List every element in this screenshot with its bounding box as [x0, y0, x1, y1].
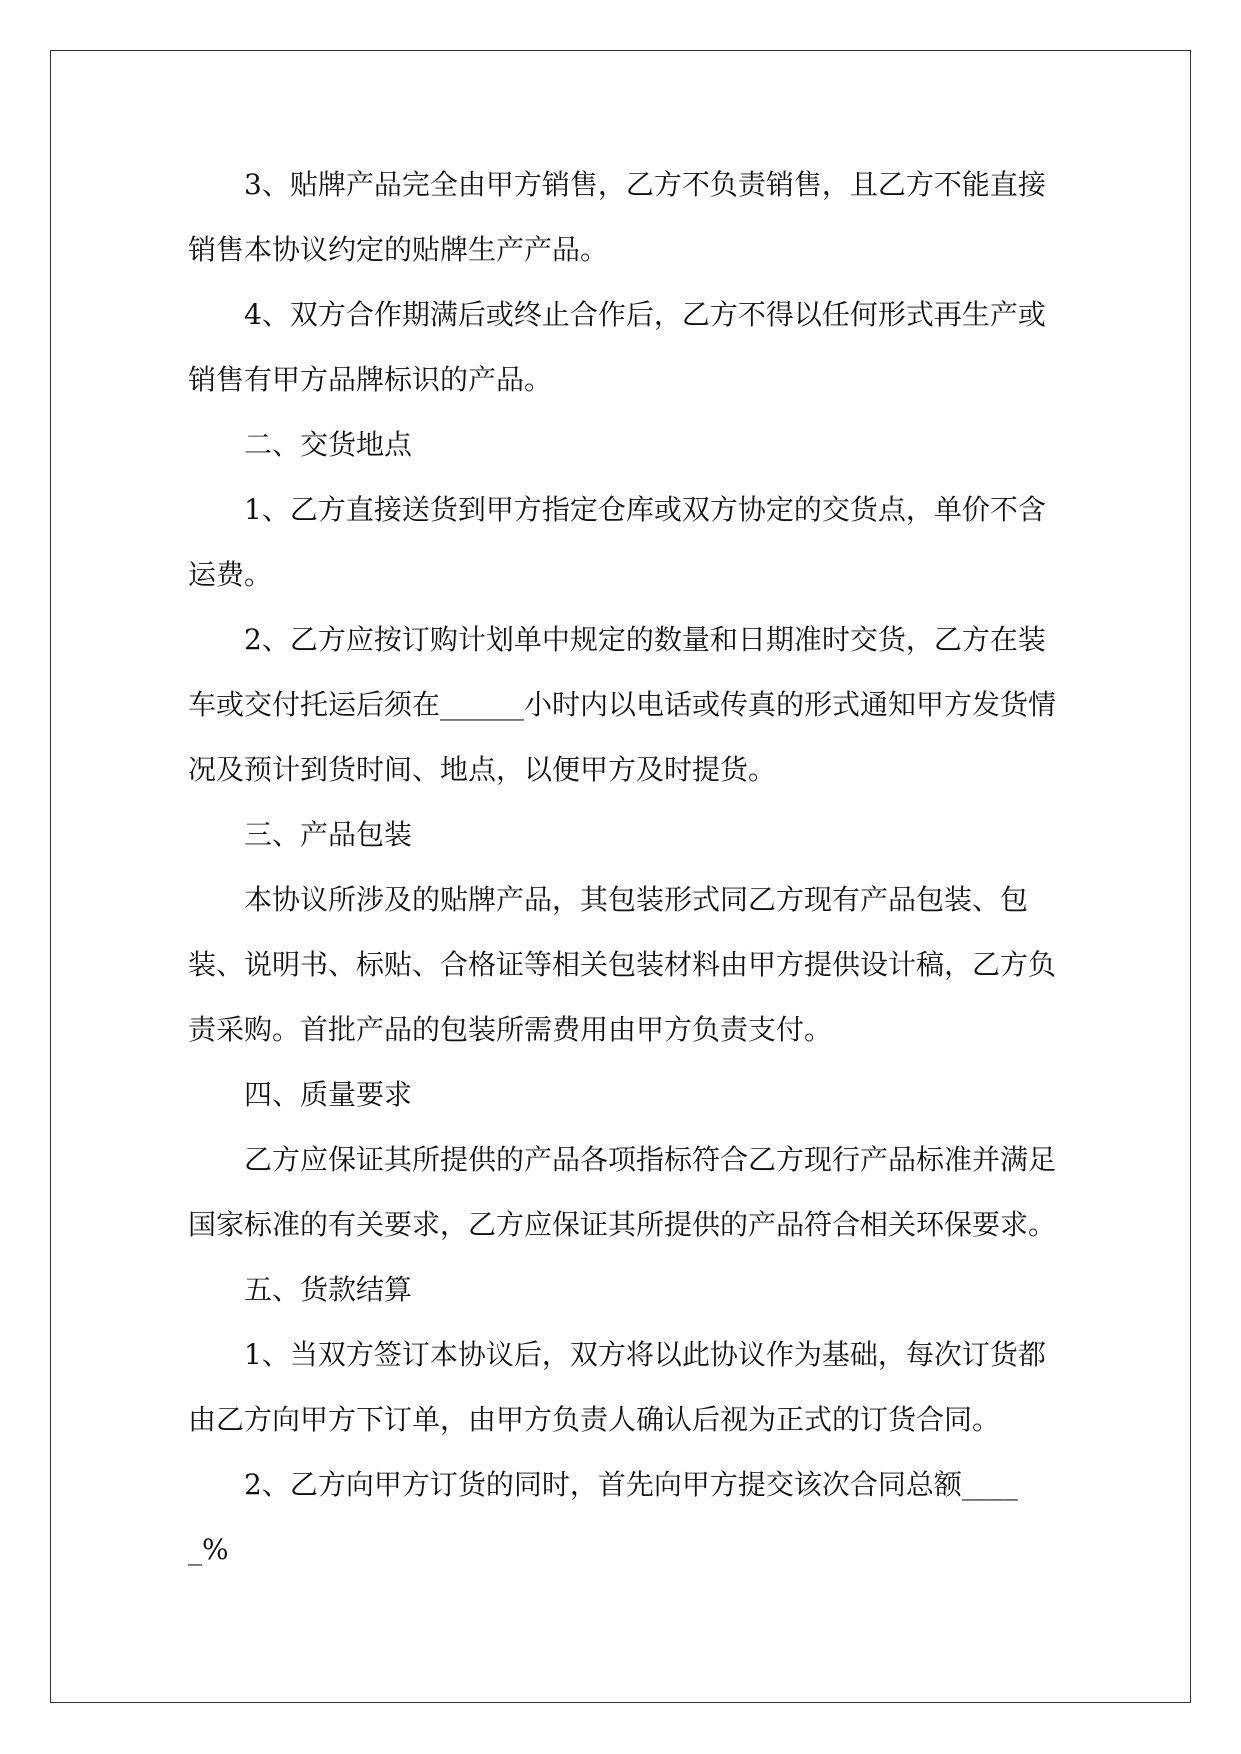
- delivery-item-1: 1、乙方直接送货到甲方指定仓库或双方协定的交货点，单价不含运费。: [188, 493, 1046, 591]
- paragraph-item-4: 4、双方合作期满后或终止合作后，乙方不得以任何形式再生产或销售有甲方品牌标识的产品。: [188, 298, 1046, 396]
- quality-paragraph: 乙方应保证其所提供的产品各项指标符合乙方现行产品标准并满足国家标准的有关要求，乙方应保证其所提供的产品符合相关环保要求。: [188, 1143, 1057, 1241]
- settlement-item-1: 1、当双方签订本协议后，双方将以此协议作为基础，每次订货都由乙方向甲方下订单，由甲方负责人确认后视为正式的订货合同。: [188, 1338, 1046, 1436]
- packaging-paragraph: 本协议所涉及的贴牌产品，其包装形式同乙方现有产品包装、包装、说明书、标贴、合格证等相关包装材料由甲方提供设计稿，乙方负责采购。首批产品的包装所需费用由甲方负责支付。: [188, 883, 1057, 1046]
- document-body: [188, 152, 1058, 1582]
- section-heading-packaging: 三、产品包装: [244, 818, 413, 851]
- settlement-item-2: 2、乙方向甲方订货的同时，首先向甲方提交该次合同总额_____%: [188, 1468, 1018, 1566]
- section-heading-delivery: 二、交货地点: [244, 428, 413, 461]
- section-heading-settlement: 五、货款结算: [244, 1273, 413, 1306]
- delivery-item-2: 2、乙方应按订购计划单中规定的数量和日期准时交货，乙方在装车或交付托运后须在______小时内以电话或传真的形式通知甲方发货情况及预计到货时间、地点，以便甲方及时提货。: [188, 623, 1057, 786]
- section-heading-quality: 四、质量要求: [244, 1078, 413, 1111]
- paragraph-item-3: 3、贴牌产品完全由甲方销售，乙方不负责销售，且乙方不能直接销售本协议约定的贴牌生产产品。: [188, 168, 1046, 266]
